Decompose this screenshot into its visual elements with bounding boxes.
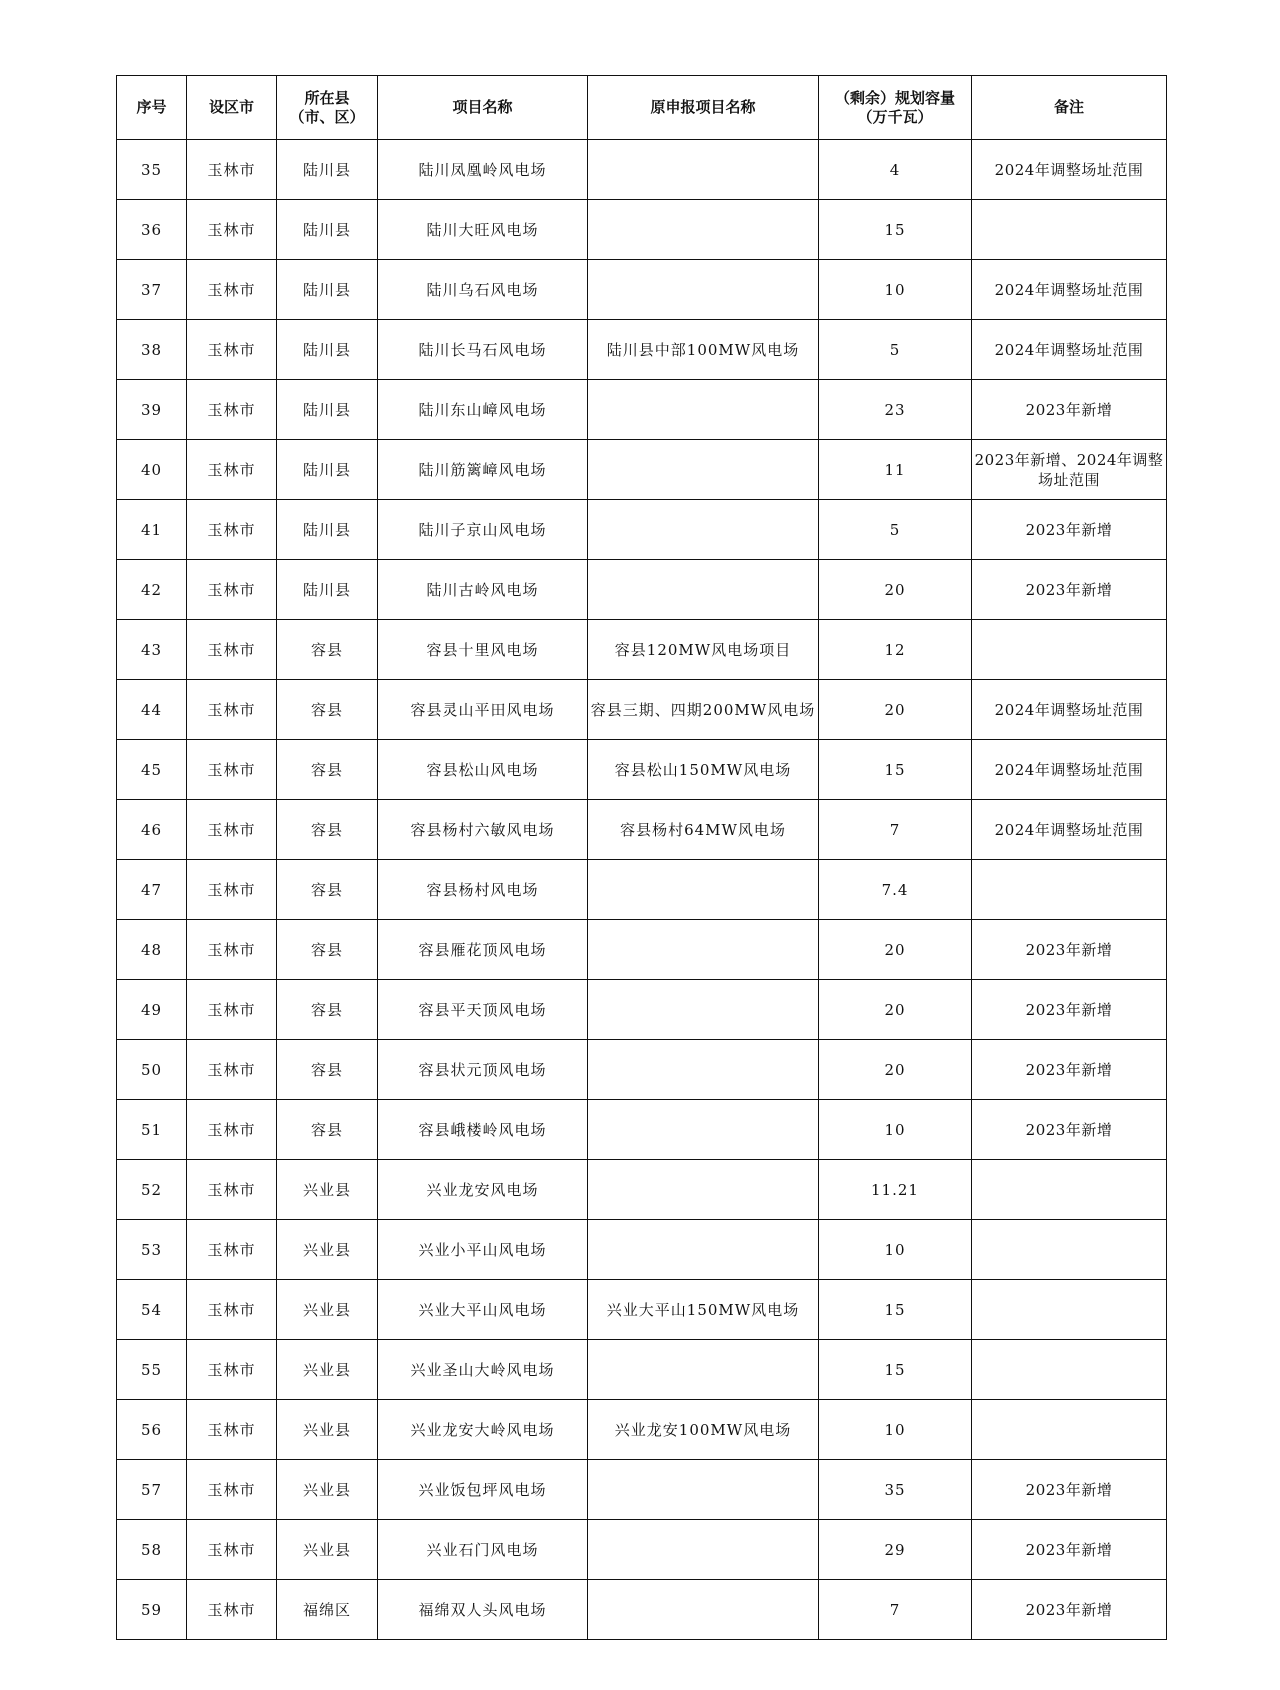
cell-note [972, 1160, 1167, 1220]
cell-county: 福绵区 [277, 1580, 378, 1640]
cell-county: 兴业县 [277, 1160, 378, 1220]
cell-note: 2023年新增 [972, 1040, 1167, 1100]
cell-city: 玉林市 [187, 320, 277, 380]
cell-seq: 47 [117, 860, 187, 920]
cell-city: 玉林市 [187, 1220, 277, 1280]
cell-original-project-name [588, 1460, 819, 1520]
cell-project-name: 兴业石门风电场 [378, 1520, 588, 1580]
cell-note: 2024年调整场址范围 [972, 260, 1167, 320]
cell-original-project-name [588, 920, 819, 980]
cell-county: 陆川县 [277, 200, 378, 260]
cell-capacity: 5 [819, 500, 972, 560]
cell-capacity: 20 [819, 680, 972, 740]
table-row [117, 560, 1167, 620]
cell-city: 玉林市 [187, 680, 277, 740]
cell-capacity: 10 [819, 1220, 972, 1280]
cell-note: 2024年调整场址范围 [972, 680, 1167, 740]
header-note: 备注 [972, 76, 1167, 140]
cell-note: 2023年新增 [972, 1580, 1167, 1640]
table-row [117, 1580, 1167, 1640]
table-row [117, 500, 1167, 560]
table-row [117, 740, 1167, 800]
cell-capacity: 15 [819, 1340, 972, 1400]
cell-seq: 53 [117, 1220, 187, 1280]
cell-original-project-name: 容县三期、四期200MW风电场 [588, 680, 819, 740]
cell-note: 2023年新增 [972, 1520, 1167, 1580]
cell-seq: 45 [117, 740, 187, 800]
cell-county: 兴业县 [277, 1220, 378, 1280]
cell-capacity: 7 [819, 1580, 972, 1640]
cell-city: 玉林市 [187, 800, 277, 860]
cell-project-name: 福绵双人头风电场 [378, 1580, 588, 1640]
cell-county: 容县 [277, 980, 378, 1040]
cell-county: 陆川县 [277, 320, 378, 380]
cell-city: 玉林市 [187, 620, 277, 680]
cell-project-name: 兴业龙安大岭风电场 [378, 1400, 588, 1460]
cell-city: 玉林市 [187, 1580, 277, 1640]
cell-note [972, 1400, 1167, 1460]
cell-project-name: 陆川乌石风电场 [378, 260, 588, 320]
table-row [117, 1220, 1167, 1280]
header-seq: 序号 [117, 76, 187, 140]
table-row [117, 1400, 1167, 1460]
cell-seq: 51 [117, 1100, 187, 1160]
cell-city: 玉林市 [187, 200, 277, 260]
cell-project-name: 兴业圣山大岭风电场 [378, 1340, 588, 1400]
table-row [117, 140, 1167, 200]
cell-project-name: 陆川古岭风电场 [378, 560, 588, 620]
cell-capacity: 20 [819, 920, 972, 980]
cell-seq: 38 [117, 320, 187, 380]
cell-original-project-name: 陆川县中部100MW风电场 [588, 320, 819, 380]
cell-capacity: 15 [819, 740, 972, 800]
cell-project-name: 兴业大平山风电场 [378, 1280, 588, 1340]
cell-note [972, 200, 1167, 260]
cell-seq: 57 [117, 1460, 187, 1520]
cell-original-project-name: 兴业龙安100MW风电场 [588, 1400, 819, 1460]
header-original-project-name: 原申报项目名称 [588, 76, 819, 140]
cell-capacity: 23 [819, 380, 972, 440]
wind-farm-plan-table [116, 75, 1167, 1640]
cell-project-name: 容县状元顶风电场 [378, 1040, 588, 1100]
cell-seq: 43 [117, 620, 187, 680]
cell-capacity: 10 [819, 260, 972, 320]
cell-project-name: 容县峨楼岭风电场 [378, 1100, 588, 1160]
cell-city: 玉林市 [187, 1340, 277, 1400]
cell-note [972, 1220, 1167, 1280]
cell-capacity: 15 [819, 200, 972, 260]
table-row [117, 800, 1167, 860]
cell-capacity: 7 [819, 800, 972, 860]
table-row [117, 1460, 1167, 1520]
cell-original-project-name [588, 440, 819, 500]
cell-project-name: 容县十里风电场 [378, 620, 588, 680]
cell-project-name: 容县灵山平田风电场 [378, 680, 588, 740]
cell-note [972, 1280, 1167, 1340]
cell-original-project-name [588, 380, 819, 440]
cell-seq: 52 [117, 1160, 187, 1220]
cell-capacity: 12 [819, 620, 972, 680]
table-row [117, 1100, 1167, 1160]
header-capacity: （剩余）规划容量 （万千瓦） [819, 76, 972, 140]
cell-capacity: 20 [819, 1040, 972, 1100]
cell-city: 玉林市 [187, 140, 277, 200]
cell-original-project-name [588, 1520, 819, 1580]
cell-county: 容县 [277, 1100, 378, 1160]
cell-capacity: 5 [819, 320, 972, 380]
cell-capacity: 15 [819, 1280, 972, 1340]
cell-city: 玉林市 [187, 740, 277, 800]
cell-original-project-name [588, 1160, 819, 1220]
table-row [117, 920, 1167, 980]
cell-county: 兴业县 [277, 1340, 378, 1400]
cell-county: 容县 [277, 740, 378, 800]
cell-note: 2024年调整场址范围 [972, 320, 1167, 380]
table-row [117, 680, 1167, 740]
cell-note: 2023年新增 [972, 1100, 1167, 1160]
cell-original-project-name [588, 260, 819, 320]
table-row [117, 440, 1167, 500]
cell-city: 玉林市 [187, 500, 277, 560]
cell-seq: 54 [117, 1280, 187, 1340]
cell-county: 容县 [277, 620, 378, 680]
cell-seq: 37 [117, 260, 187, 320]
cell-seq: 56 [117, 1400, 187, 1460]
cell-seq: 40 [117, 440, 187, 500]
cell-capacity: 20 [819, 560, 972, 620]
table-row [117, 320, 1167, 380]
cell-city: 玉林市 [187, 1280, 277, 1340]
cell-project-name: 容县杨村风电场 [378, 860, 588, 920]
cell-city: 玉林市 [187, 1160, 277, 1220]
cell-seq: 36 [117, 200, 187, 260]
cell-county: 容县 [277, 1040, 378, 1100]
cell-original-project-name [588, 140, 819, 200]
cell-seq: 44 [117, 680, 187, 740]
cell-county: 兴业县 [277, 1280, 378, 1340]
cell-county: 兴业县 [277, 1520, 378, 1580]
cell-capacity: 11 [819, 440, 972, 500]
cell-capacity: 20 [819, 980, 972, 1040]
cell-city: 玉林市 [187, 1100, 277, 1160]
cell-seq: 39 [117, 380, 187, 440]
table-row [117, 1040, 1167, 1100]
cell-city: 玉林市 [187, 1400, 277, 1460]
table-row [117, 620, 1167, 680]
cell-note [972, 620, 1167, 680]
header-county: 所在县 （市、区） [277, 76, 378, 140]
cell-project-name: 兴业龙安风电场 [378, 1160, 588, 1220]
cell-seq: 42 [117, 560, 187, 620]
cell-county: 陆川县 [277, 560, 378, 620]
cell-original-project-name [588, 1340, 819, 1400]
cell-original-project-name [588, 1220, 819, 1280]
cell-original-project-name [588, 1580, 819, 1640]
table-row [117, 200, 1167, 260]
cell-county: 容县 [277, 800, 378, 860]
cell-capacity: 11.21 [819, 1160, 972, 1220]
table-row [117, 380, 1167, 440]
cell-original-project-name [588, 560, 819, 620]
cell-note [972, 1340, 1167, 1400]
cell-seq: 50 [117, 1040, 187, 1100]
cell-city: 玉林市 [187, 1520, 277, 1580]
header-city: 设区市 [187, 76, 277, 140]
cell-seq: 41 [117, 500, 187, 560]
table-body [117, 140, 1167, 1640]
cell-city: 玉林市 [187, 440, 277, 500]
cell-city: 玉林市 [187, 1460, 277, 1520]
cell-project-name: 兴业小平山风电场 [378, 1220, 588, 1280]
cell-project-name: 陆川大旺风电场 [378, 200, 588, 260]
cell-seq: 48 [117, 920, 187, 980]
cell-project-name: 容县松山风电场 [378, 740, 588, 800]
document-page [116, 75, 1166, 1640]
cell-note [972, 860, 1167, 920]
cell-county: 容县 [277, 920, 378, 980]
cell-county: 陆川县 [277, 260, 378, 320]
cell-project-name: 容县平天顶风电场 [378, 980, 588, 1040]
cell-seq: 55 [117, 1340, 187, 1400]
cell-project-name: 陆川东山嶂风电场 [378, 380, 588, 440]
cell-seq: 49 [117, 980, 187, 1040]
cell-city: 玉林市 [187, 260, 277, 320]
cell-note: 2023年新增 [972, 380, 1167, 440]
table-row [117, 980, 1167, 1040]
cell-county: 陆川县 [277, 440, 378, 500]
cell-capacity: 29 [819, 1520, 972, 1580]
cell-original-project-name [588, 500, 819, 560]
cell-county: 陆川县 [277, 140, 378, 200]
cell-city: 玉林市 [187, 860, 277, 920]
cell-original-project-name: 容县松山150MW风电场 [588, 740, 819, 800]
table-header-row [117, 76, 1167, 140]
cell-note: 2023年新增 [972, 980, 1167, 1040]
cell-original-project-name [588, 860, 819, 920]
cell-city: 玉林市 [187, 380, 277, 440]
cell-county: 陆川县 [277, 380, 378, 440]
cell-county: 容县 [277, 860, 378, 920]
cell-original-project-name [588, 980, 819, 1040]
cell-city: 玉林市 [187, 920, 277, 980]
cell-note: 2023年新增 [972, 560, 1167, 620]
table-row [117, 860, 1167, 920]
cell-seq: 58 [117, 1520, 187, 1580]
table-row [117, 1280, 1167, 1340]
cell-note: 2023年新增 [972, 920, 1167, 980]
cell-note: 2024年调整场址范围 [972, 800, 1167, 860]
cell-city: 玉林市 [187, 560, 277, 620]
cell-capacity: 4 [819, 140, 972, 200]
cell-capacity: 35 [819, 1460, 972, 1520]
cell-county: 兴业县 [277, 1460, 378, 1520]
cell-original-project-name [588, 1100, 819, 1160]
cell-seq: 35 [117, 140, 187, 200]
table-row [117, 1340, 1167, 1400]
cell-city: 玉林市 [187, 1040, 277, 1100]
cell-capacity: 10 [819, 1400, 972, 1460]
cell-project-name: 陆川筋篱嶂风电场 [378, 440, 588, 500]
cell-project-name: 陆川凤凰岭风电场 [378, 140, 588, 200]
cell-seq: 59 [117, 1580, 187, 1640]
cell-note: 2024年调整场址范围 [972, 740, 1167, 800]
cell-county: 容县 [277, 680, 378, 740]
cell-project-name: 陆川子京山风电场 [378, 500, 588, 560]
cell-project-name: 容县杨村六敏风电场 [378, 800, 588, 860]
cell-city: 玉林市 [187, 980, 277, 1040]
cell-county: 兴业县 [277, 1400, 378, 1460]
cell-note: 2023年新增 [972, 500, 1167, 560]
cell-original-project-name: 兴业大平山150MW风电场 [588, 1280, 819, 1340]
cell-note: 2023年新增 [972, 1460, 1167, 1520]
table-row [117, 260, 1167, 320]
cell-note: 2023年新增、2024年调整场址范围 [972, 440, 1167, 500]
cell-note: 2024年调整场址范围 [972, 140, 1167, 200]
table-row [117, 1160, 1167, 1220]
cell-project-name: 容县雁花顶风电场 [378, 920, 588, 980]
cell-county: 陆川县 [277, 500, 378, 560]
header-project-name: 项目名称 [378, 76, 588, 140]
cell-project-name: 陆川长马石风电场 [378, 320, 588, 380]
cell-capacity: 7.4 [819, 860, 972, 920]
cell-seq: 46 [117, 800, 187, 860]
cell-original-project-name [588, 200, 819, 260]
cell-original-project-name [588, 1040, 819, 1100]
cell-project-name: 兴业饭包坪风电场 [378, 1460, 588, 1520]
cell-original-project-name: 容县120MW风电场项目 [588, 620, 819, 680]
cell-original-project-name: 容县杨村64MW风电场 [588, 800, 819, 860]
cell-capacity: 10 [819, 1100, 972, 1160]
table-row [117, 1520, 1167, 1580]
